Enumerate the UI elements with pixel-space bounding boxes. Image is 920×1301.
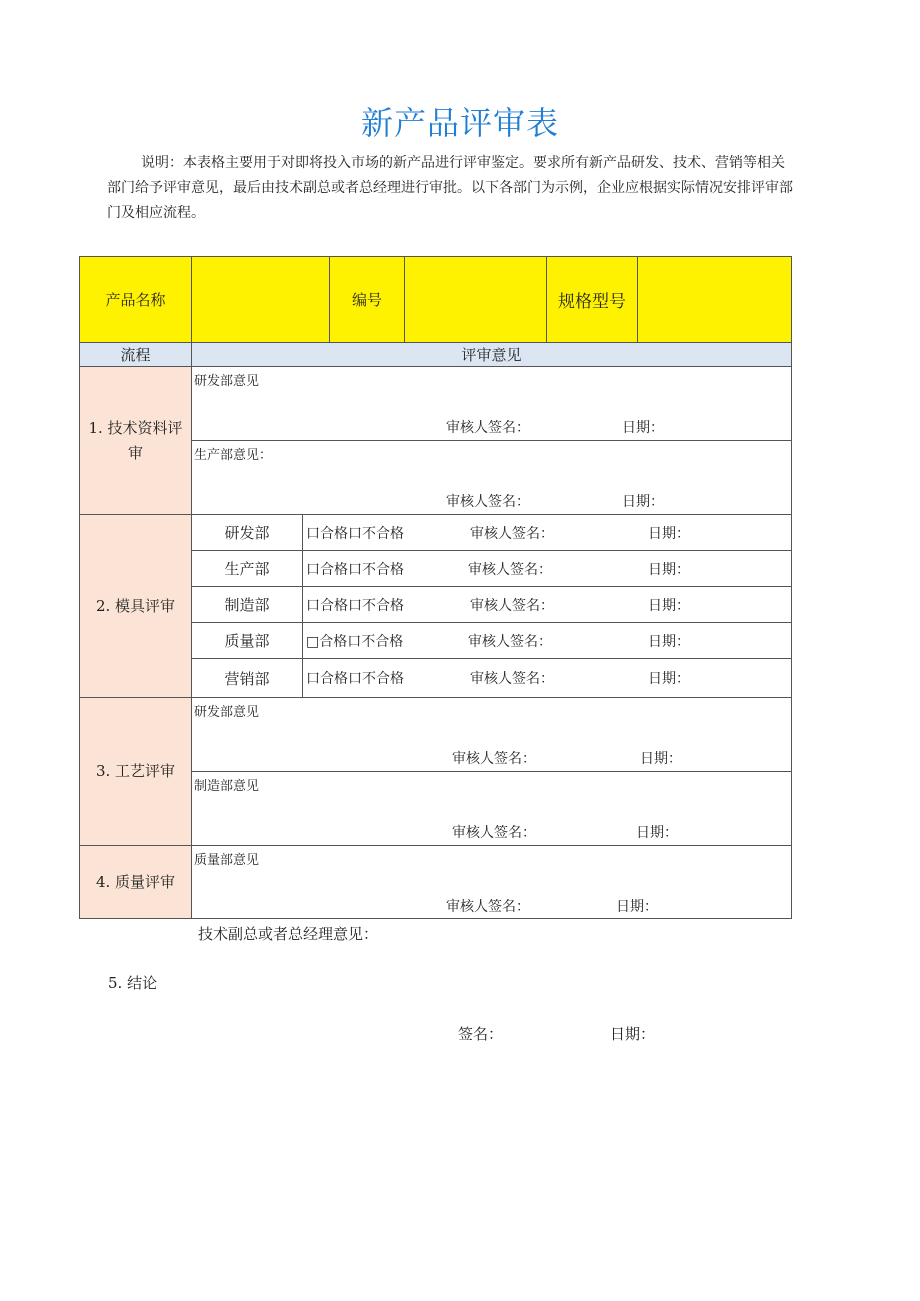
production-opinion-label: 生产部意见： xyxy=(194,448,273,463)
mold-row xyxy=(192,659,791,698)
reviewer-signature-label: 审核人签名： xyxy=(446,420,530,436)
production-opinion-box[interactable] xyxy=(192,441,791,515)
reviewer-signature-label: 审核人签名： xyxy=(446,494,530,510)
code-label: 编号 xyxy=(330,257,405,342)
reviewer-signature-label: 审核人签名： xyxy=(468,633,552,650)
section-1-label: 1. 技术资料评审 xyxy=(80,367,192,515)
date-label: 日期： xyxy=(648,561,690,578)
mold-row xyxy=(192,551,791,587)
page-title: 新产品评审表 xyxy=(360,104,559,142)
date-label: 日期： xyxy=(648,525,690,542)
pass-fail-checkboxes[interactable]: 口合格口不合格 xyxy=(306,671,404,687)
section-4-label: 4. 质量评审 xyxy=(80,846,192,918)
dept-label: 研发部 xyxy=(192,515,303,550)
date-label: 日期： xyxy=(648,633,690,650)
description: 说明：本表格主要用于对即将投入市场的新产品进行评审鉴定。要求所有新产品研发、技术、营销等相关部门给予评审意见，最后由技术副总或者总经理进行审批。以下各部门为示例，企业应根据实际情况安排评审部门及相应流程。 xyxy=(107,155,793,221)
date-label: 日期： xyxy=(648,597,690,614)
flow-header: 流程 xyxy=(80,342,192,367)
pass-fail-checkboxes[interactable]: 口合格口不合格 xyxy=(306,597,404,614)
date-label: 日期： xyxy=(622,494,664,510)
dept-label: 质量部 xyxy=(192,623,303,658)
rd-opinion-label: 研发部意见 xyxy=(194,374,260,389)
section-2-label: 2. 模具评审 xyxy=(80,515,192,698)
reviewer-signature-label: 审核人签名： xyxy=(468,561,552,578)
signature-label: 签名： xyxy=(458,1025,504,1043)
date-label: 日期： xyxy=(640,751,682,767)
pass-fail-checkboxes[interactable]: 口合格口不合格 xyxy=(306,561,404,578)
pass-fail-checkboxes[interactable]: □合格口不合格 xyxy=(306,633,404,650)
reviewer-signature-label: 审核人签名： xyxy=(470,671,554,687)
product-name-label: 产品名称 xyxy=(80,257,192,342)
conclusion-label: 5. 结论 xyxy=(108,974,158,992)
date-label: 日期： xyxy=(616,899,658,915)
rd-opinion-box[interactable] xyxy=(192,367,791,441)
dept-label: 制造部 xyxy=(192,587,303,622)
dept-label: 生产部 xyxy=(192,551,303,586)
reviewer-signature-label: 审核人签名： xyxy=(446,899,530,915)
code-field[interactable] xyxy=(405,257,547,342)
pass-fail-checkboxes[interactable]: 口合格口不合格 xyxy=(306,525,404,542)
quality-opinion-box[interactable] xyxy=(192,846,791,918)
mold-row xyxy=(192,587,791,623)
reviewer-signature-label: 审核人签名： xyxy=(452,825,536,841)
manufacturing-opinion-box[interactable] xyxy=(192,772,791,846)
dept-label: 营销部 xyxy=(192,659,303,697)
spec-label: 规格型号 xyxy=(547,257,638,342)
reviewer-signature-label: 审核人签名： xyxy=(452,751,536,767)
reviewer-signature-label: 审核人签名： xyxy=(470,597,554,614)
date-label: 日期： xyxy=(636,825,678,841)
mold-row xyxy=(192,623,791,659)
opinion-header: 评审意见 xyxy=(192,342,791,367)
date-label: 日期： xyxy=(610,1025,656,1043)
date-label: 日期： xyxy=(648,671,690,687)
gm-opinion-label: 技术副总或者总经理意见： xyxy=(198,925,379,943)
spec-field[interactable] xyxy=(638,257,791,342)
reviewer-signature-label: 审核人签名： xyxy=(470,525,554,542)
product-name-field[interactable] xyxy=(192,257,330,342)
manufacturing-opinion-label: 制造部意见 xyxy=(194,779,260,794)
mold-row xyxy=(192,515,791,551)
rd-process-opinion-box[interactable] xyxy=(192,698,791,772)
date-label: 日期： xyxy=(622,420,664,436)
section-3-label: 3. 工艺评审 xyxy=(80,698,192,846)
rd-opinion-label: 研发部意见 xyxy=(194,705,260,720)
quality-opinion-label: 质量部意见 xyxy=(194,853,260,868)
review-form xyxy=(79,256,792,919)
